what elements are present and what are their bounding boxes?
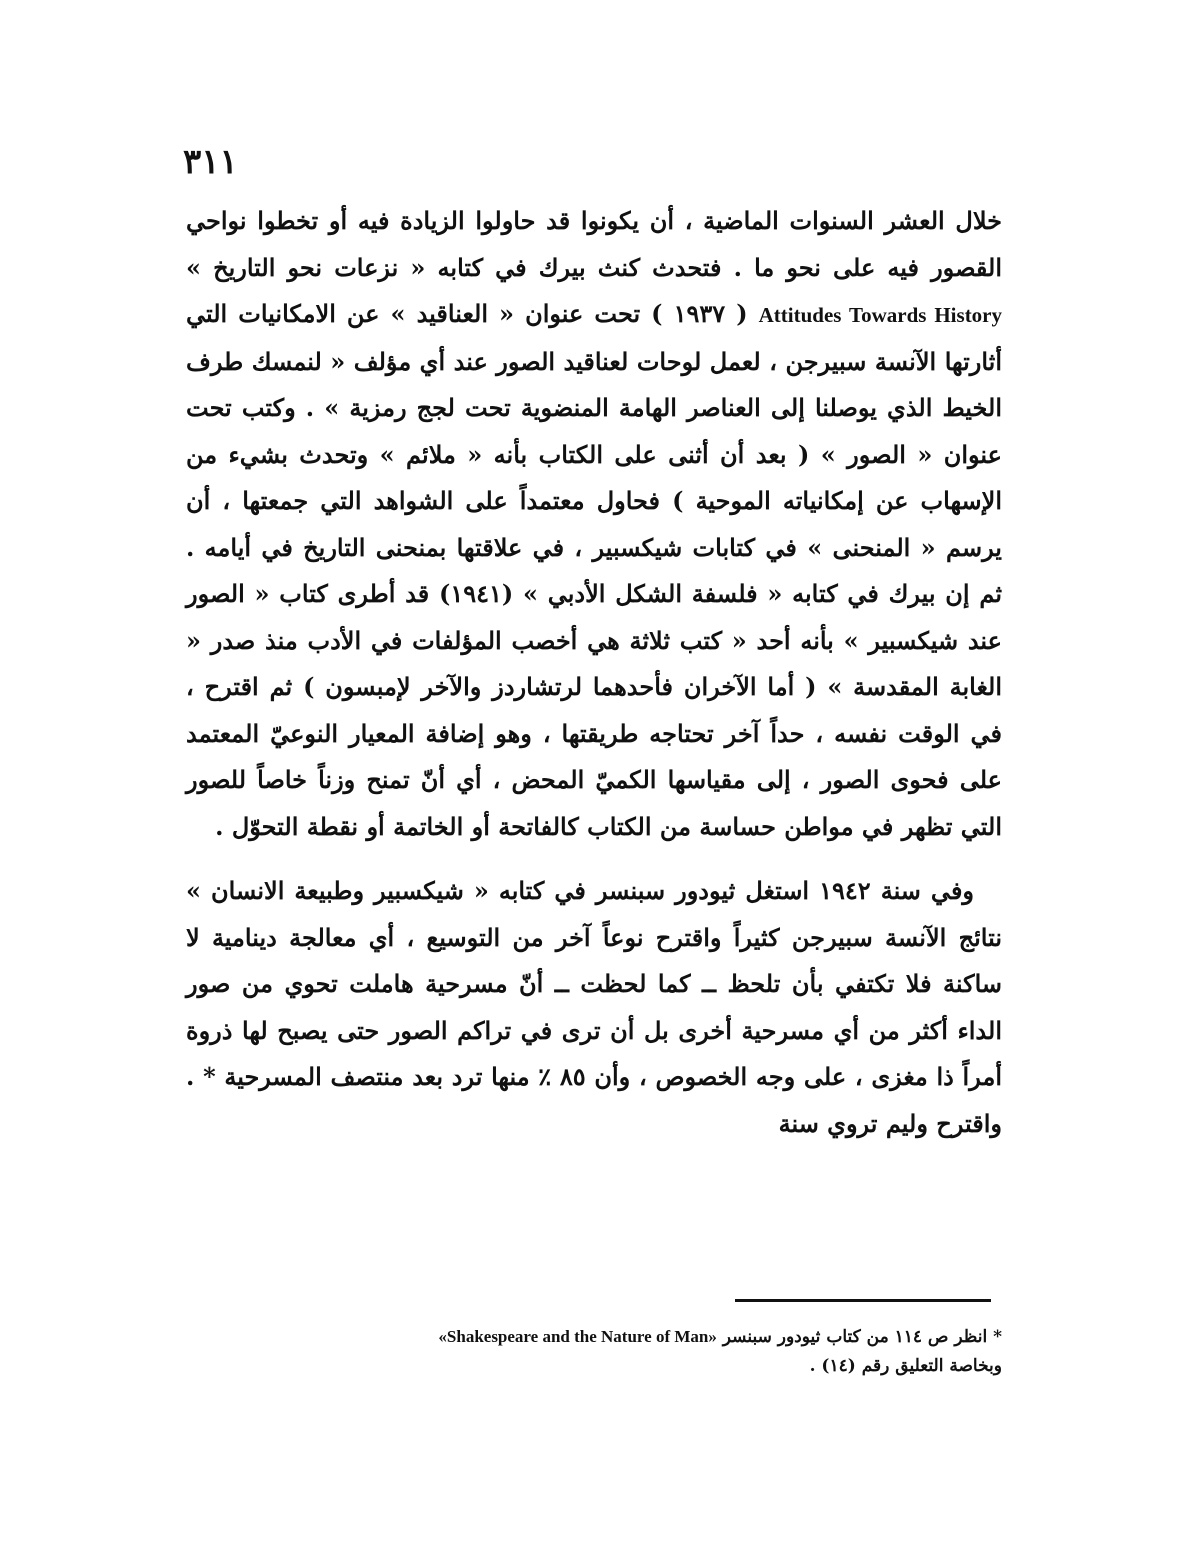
- footnote: [186, 1322, 1002, 1381]
- text-line: نحو التاريخ »: [186, 252, 323, 282]
- text-line: وأن ٨٥ ٪ منها ترد بعد منتصف المسرحية * . واقترح وليم تروي سنة: [186, 1062, 1002, 1138]
- text-line: والآخر لإمبسون ) ثم اقترح ، في الوقت نفسه ، حداً آخر تحتاجه طريقتها ،: [186, 672, 1003, 748]
- footnote-english-title: «Shakespeare and the Nature of Man»: [438, 1327, 717, 1346]
- text-line: « المنحنى » في كتابات شيكسبير ، في علاقتها بمنحنى التاريخ في أيامه .: [186, 532, 936, 562]
- footnote-text: وبخاصة التعليق رقم (١٤) .: [809, 1356, 1002, 1376]
- english-title: Attitudes Towards History: [758, 303, 1003, 327]
- text-line: إمكانياته الموحية ) فحاول معتمداً على الشواهد التي جمعتها ، أن يرسم: [186, 486, 1002, 562]
- text-line: لعناقيد الصور عند أي مؤلف « لنمسك طرف الخيط الذي يوصلنا إلى: [186, 346, 1002, 422]
- text-line: الأدب منذ صدر « الغابة المقدسة » ( أما الآخران فأحدهما لرتشاردز: [186, 625, 1003, 701]
- paragraph-2: [186, 868, 1002, 1147]
- text-line: ( ١٩٣٧ ) تحت عنوان: [525, 299, 748, 328]
- text-line: ثم إن بيرك في كتابه « فلسفة الشكل الأدبي » (١٩٤١) قد أطرى كتاب: [279, 579, 1002, 608]
- text-line: من الكتاب كالفاتحة أو الخاتمة أو نقطة التحوّل .: [215, 811, 692, 841]
- text-line: تراكم الصور حتى يصبح لها ذروة أمراً ذا مغزى ، على وجه الخصوص ،: [186, 1015, 1002, 1091]
- text-line: العناصر الهامة المنضوية تحت لجج رمزية » . وكتب تحت عنوان « الصور »: [186, 393, 1002, 469]
- text-line: المحض ، أي أنّ تمنح وزناً خاصاً للصور التي تظهر في مواطن حساسة: [186, 765, 1002, 841]
- text-line: وفي سنة ١٩٤٢ استغل ثيودور سبنسر في كتابه « شيكسبير وطبيعة: [294, 876, 975, 905]
- text-line: خلال العشر السنوات الماضية ، أن يكونوا قد حاولوا الزيادة فيه أو تخطوا: [257, 206, 1002, 235]
- page-number: ٣١١: [183, 142, 238, 182]
- text-line: « العناقيد » عن الامكانيات التي أثارتها الآنسة سبيرجن ، لعمل لوحات: [186, 299, 1003, 376]
- footnote-line-1: [186, 1322, 1002, 1352]
- paragraph-1: [186, 198, 1002, 850]
- text-line: ( بعد أن أثنى على الكتاب بأنه « ملائم » وتحدث بشيء من الإسهاب عن: [186, 439, 1002, 515]
- text-line: الانسان » نتائج الآنسة سبيرجن كثيراً واقترح نوعاً آخر من التوسيع ، أي: [186, 876, 1003, 952]
- text-line: نواحي القصور فيه على نحو ما . فتحدث كنث بيرك في كتابه « نزعات: [186, 206, 1003, 282]
- text-line: هاملت تحوي من صور الداء أكثر من أي مسرحية أخرى بل أن ترى في: [186, 969, 1003, 1045]
- text-line: وهو إضافة المعيار النوعيّ المعتمد على فحوى الصور ، إلى مقياسها الكميّ: [186, 718, 1002, 794]
- footnote-divider: [735, 1299, 991, 1302]
- text-line: معالجة دينامية لا ساكنة فلا تكتفي بأن تلحظ ــ كما لحظت ــ أنّ مسرحية: [186, 922, 1003, 998]
- footnote-line-2: [186, 1352, 1002, 1381]
- body-text: [186, 198, 1002, 1147]
- text-line: « الصور عند شيكسبير » بأنه أحد « كتب ثلاثة هي أخصب المؤلفات في: [186, 579, 1002, 655]
- footnote-text: * انظر ص ١١٤ من كتاب ثيودور سبنسر: [722, 1327, 1002, 1347]
